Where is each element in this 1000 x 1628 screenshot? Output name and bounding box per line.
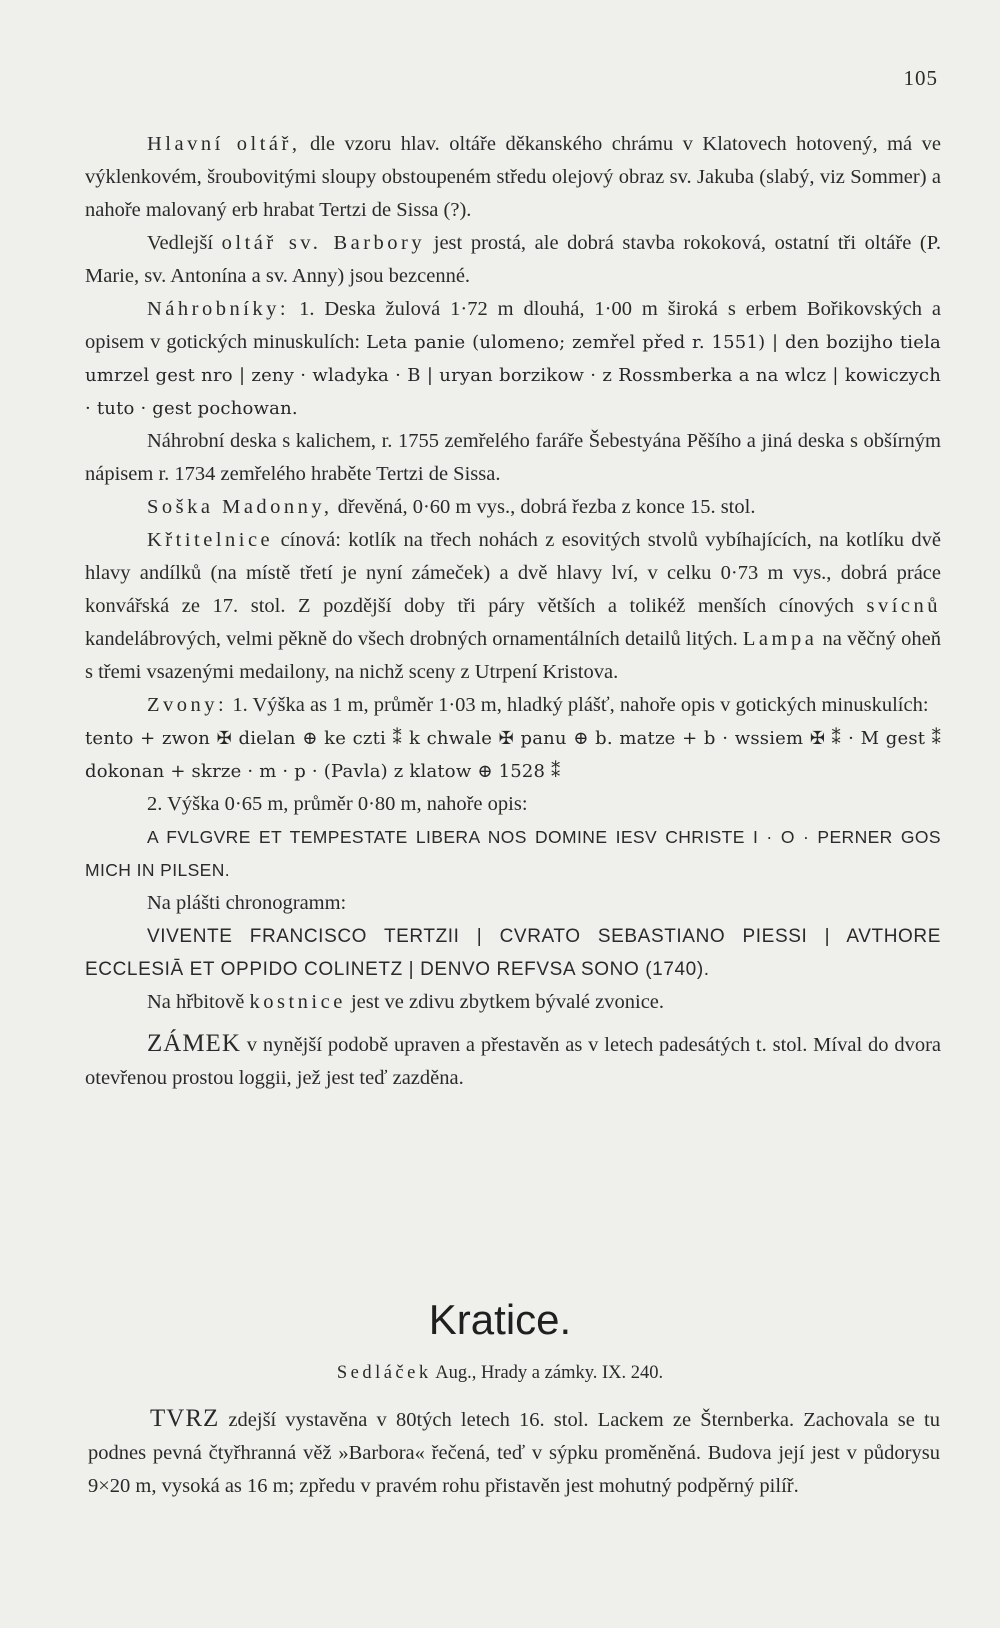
- paragraph-prefix: Vedlejší: [147, 232, 222, 254]
- source-reference: Aug., Hrady a zámky. IX. 240.: [431, 1363, 664, 1383]
- paragraph-text: 1. Deska žulová 1·72 m dlouhá, 1·00 m široká s erbem Bořikovských a opisem v gotických minuskulích:: [85, 298, 941, 353]
- paragraph-main-altar: [85, 128, 941, 227]
- paragraph-bell-two: [85, 788, 941, 821]
- chronogram-inscription: [85, 920, 941, 986]
- bell-inscription: [85, 722, 941, 788]
- term-madonna: Soška Madonny,: [147, 496, 333, 518]
- gothic-inscription: tento + zwon ✠ dielan ⊕ ke czti ⁑ k chwale ✠ panu ⊕ b. matze + b · wssiem ✠ ⁑ · M gest ⁑ dokonan + skrze · m · p · (Pavla) z klatow ⊕ 1528 ⁑: [85, 728, 941, 782]
- term-bells: Zvony:: [147, 694, 228, 716]
- paragraph-text: dle vzoru hlav. oltáře děkanského chrámu v Klatovech hotovený, má ve výklenkovém, šroubovitými sloupy obstoupeném středu olejový obraz sv. Jakuba (slabý, viz Sommer) a nahoře malovaný erb hrabat Tertzi de Sissa (?).: [85, 133, 941, 221]
- paragraph-text: Náhrobní deska s kalichem, r. 1755 zemřelého faráře Šebestyána Pěšího a jiná deska s obšírným nápisem r. 1734 zemřelého hraběte Tertzi de Sissa.: [85, 430, 941, 485]
- paragraph-text: jest prostá, ale dobrá stavba rokoková, ostatní tři oltáře (P. Marie, sv. Antonína a sv. Anny) jsou bezcenné.: [85, 232, 942, 287]
- paragraph-ossuary: [85, 986, 941, 1019]
- caps-inscription: A FVLGVRE ET TEMPESTATE LIBERA NOS DOMINE IESV CHRISTE I · O · PERNER GOS MICH IN PILSEN.: [85, 827, 941, 880]
- paragraph-castle: [85, 1027, 941, 1095]
- caps-inscription: VIVENTE FRANCISCO TERTZII | CVRATO SEBASTIANO PIESSI | AVTHORE ECCLESIĀ ET OPPIDO COLINETZ | DENVO REFVSA SONO (1740).: [85, 926, 941, 980]
- paragraph-text: v nynější podobě upraven a přestavěn as v letech padesátých t. stol. Míval do dvora otevřenou prostou loggii, jež jest teď zazděna.: [85, 1034, 941, 1089]
- paragraph-text: Na plášti chronogramm:: [147, 892, 347, 914]
- paragraph-side-altar: [85, 227, 941, 293]
- paragraph-text: dřevěná, 0·60 m vys., dobrá řezba z konce 15. stol.: [332, 496, 756, 518]
- term-castle: ZÁMEK: [147, 1030, 241, 1057]
- term-font: Křtitelnice: [147, 529, 274, 551]
- term-ossuary: kostnice: [249, 991, 346, 1013]
- paragraph-bells: [85, 689, 941, 722]
- term-candlesticks: svícnů: [866, 595, 941, 617]
- term-tombstones: Náhrobníky:: [147, 298, 290, 320]
- term-fortress: TVRZ: [150, 1405, 220, 1432]
- term-main-altar: Hlavní oltář,: [147, 133, 301, 155]
- main-text: [85, 128, 941, 1095]
- section-source: [0, 1363, 1000, 1384]
- paragraph-text: na věčný oheň s třemi vsazenými medailony, na nichž sceny z Utrpení Kristova.: [85, 628, 941, 683]
- page-number: 105: [903, 66, 938, 90]
- paragraph-text: 2. Výška 0·65 m, průměr 0·80 m, nahoře opis:: [147, 793, 528, 815]
- paragraph-text: zdejší vystavěna v 80tých letech 16. stol. Lackem ze Šternberka. Zachovala se tu podnes pevná čtyřhranná věž »Barbora« řečená, teď v sýpku proměněná. Budova její jest v půdorysu 9×20 m, vysoká as 16 m; zpředu v pravém rohu přistavěn jest mohutný podpěrný pilíř.: [88, 1409, 940, 1497]
- paragraph-text: cínová: kotlík na třech nohách z esovitých stvolů vybíhajících, na kotlíku dvě hlavy andílků (na místě třetí je nyní zámeček) a dvě hlavy lví, v celku 0·73 m vys., dobrá práce konvářská ze 17. stol. Z pozdější doby tři páry větších a tolikéž menších cínových: [85, 529, 941, 617]
- paragraph-font: [85, 524, 941, 689]
- paragraph-text: kandelábrových, velmi pěkně do všech drobných ornamentálních detailů litých.: [85, 628, 743, 650]
- term-lamp: Lampa: [742, 628, 818, 650]
- paragraph-tomb-chalice: [85, 425, 941, 491]
- paragraph-chronogram-label: [85, 887, 941, 920]
- gothic-inscription: Leta panie (ulomeno; zemřel před r. 1551) | den bozijho tiela umrzel gest nro | zeny · wladyka · B | uryan borzikow · z Rossmberka a na wlcz | kowiczych · tuto · gest pochowan.: [85, 332, 941, 419]
- source-author: Sedláček: [336, 1363, 432, 1383]
- paragraph-fortress: [88, 1402, 940, 1503]
- term-side-altar: oltář sv. Barbory: [221, 232, 426, 254]
- paragraph-madonna: [85, 491, 941, 524]
- bell-two-inscription: [85, 821, 941, 887]
- paragraph-tombstones: [85, 293, 941, 425]
- paragraph-text: jest ve zdivu zbytkem bývalé zvonice.: [345, 991, 665, 1013]
- paragraph-prefix: Na hřbitově: [147, 991, 250, 1013]
- paragraph-text: 1. Výška as 1 m, průměr 1·03 m, hladký plášť, nahoře opis v gotických minuskulích:: [227, 694, 929, 716]
- section-heading: Kratice.: [428, 1296, 572, 1343]
- section-text: [88, 1402, 940, 1503]
